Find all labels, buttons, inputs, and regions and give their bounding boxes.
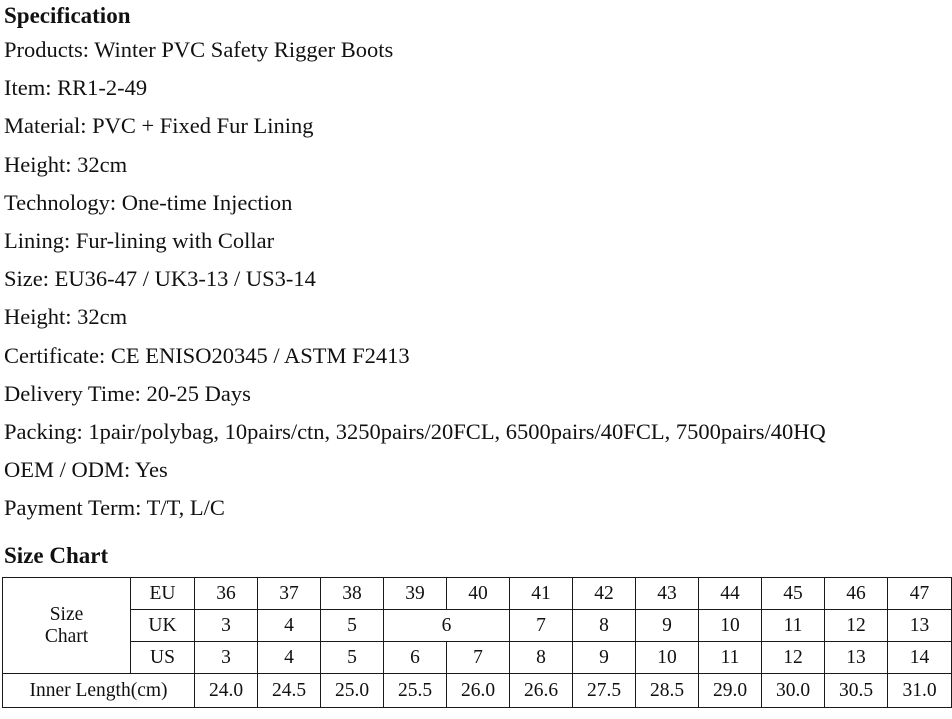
us-size-cell: 9 [573, 642, 636, 674]
spec-line: Payment Term: T/T, L/C [4, 495, 225, 521]
spec-line: Delivery Time: 20-25 Days [4, 380, 251, 406]
inner-length-cell: 30.5 [825, 674, 888, 708]
spec-line: Lining: Fur-lining with Collar [4, 227, 275, 253]
inner-length-cell: 26.6 [510, 674, 573, 708]
spec-line: OEM / ODM: Yes [4, 457, 168, 483]
eu-size-cell: 36 [195, 578, 258, 610]
specification-list [4, 34, 826, 530]
eu-label: EU [131, 578, 195, 610]
us-size-cell: 13 [825, 642, 888, 674]
spec-line: Technology: One-time Injection [4, 189, 293, 215]
uk-size-cell: 7 [510, 610, 573, 642]
spec-line: Packing: 1pair/polybag, 10pairs/ctn, 3250pairs/20FCL, 6500pairs/40FCL, 7500pairs/40HQ [4, 418, 826, 444]
uk-size-cell: 8 [573, 610, 636, 642]
size-chart-table [2, 577, 952, 708]
inner-length-cell: 29.0 [699, 674, 762, 708]
spec-line: Material: PVC + Fixed Fur Lining [4, 113, 314, 139]
inner-length-cell: 28.5 [636, 674, 699, 708]
us-label: US [131, 642, 195, 674]
eu-size-cell: 44 [699, 578, 762, 610]
eu-size-cell: 43 [636, 578, 699, 610]
inner-length-cell: 25.0 [321, 674, 384, 708]
us-size-cell: 3 [195, 642, 258, 674]
uk-size-cell: 4 [258, 610, 321, 642]
eu-size-cell: 42 [573, 578, 636, 610]
uk-size-cell: 5 [321, 610, 384, 642]
us-size-cell: 14 [888, 642, 952, 674]
us-size-cell: 12 [762, 642, 825, 674]
size-row-uk [3, 610, 952, 642]
eu-size-cell: 45 [762, 578, 825, 610]
spec-line: Item: RR1-2-49 [4, 75, 148, 101]
size-chart-label-line2: Chart [44, 625, 89, 647]
uk-size-cell: 9 [636, 610, 699, 642]
inner-length-cell: 30.0 [762, 674, 825, 708]
us-size-cell: 4 [258, 642, 321, 674]
inner-length-cell: 24.0 [195, 674, 258, 708]
us-size-cell: 8 [510, 642, 573, 674]
uk-size-cell: 13 [888, 610, 952, 642]
uk-size-cell: 10 [699, 610, 762, 642]
uk-size-cell: 3 [195, 610, 258, 642]
spec-line: Certificate: CE ENISO20345 / ASTM F2413 [4, 342, 410, 368]
us-size-cell: 11 [699, 642, 762, 674]
inner-length-cell: 25.5 [384, 674, 447, 708]
size-chart-heading: Size Chart [4, 543, 109, 568]
size-row-inner-length [3, 674, 952, 708]
inner-length-cell: 24.5 [258, 674, 321, 708]
us-size-cell: 5 [321, 642, 384, 674]
spec-line: Height: 32cm [4, 151, 128, 177]
eu-size-cell: 39 [384, 578, 447, 610]
spec-line: Products: Winter PVC Safety Rigger Boots [4, 37, 394, 62]
eu-size-cell: 40 [447, 578, 510, 610]
us-size-cell: 10 [636, 642, 699, 674]
size-row-us [3, 642, 952, 674]
size-row-eu [3, 578, 952, 610]
uk-label: UK [131, 610, 195, 642]
eu-size-cell: 46 [825, 578, 888, 610]
inner-length-cell: 26.0 [447, 674, 510, 708]
eu-size-cell: 41 [510, 578, 573, 610]
uk-size-cell: 12 [825, 610, 888, 642]
inner-length-label: Inner Length(cm) [3, 674, 195, 708]
inner-length-cell: 27.5 [573, 674, 636, 708]
eu-size-cell: 38 [321, 578, 384, 610]
inner-length-cell: 31.0 [888, 674, 952, 708]
specification-heading: Specification [4, 3, 131, 28]
spec-line: Height: 32cm [4, 304, 128, 330]
us-size-cell: 7 [447, 642, 510, 674]
size-chart-label [3, 578, 131, 674]
size-chart-label-line1: Size [49, 603, 84, 625]
uk-size-cell: 11 [762, 610, 825, 642]
eu-size-cell: 47 [888, 578, 952, 610]
uk-size-cell: 6 [384, 610, 510, 642]
eu-size-cell: 37 [258, 578, 321, 610]
spec-line: Size: EU36-47 / UK3-13 / US3-14 [4, 266, 316, 292]
us-size-cell: 6 [384, 642, 447, 674]
